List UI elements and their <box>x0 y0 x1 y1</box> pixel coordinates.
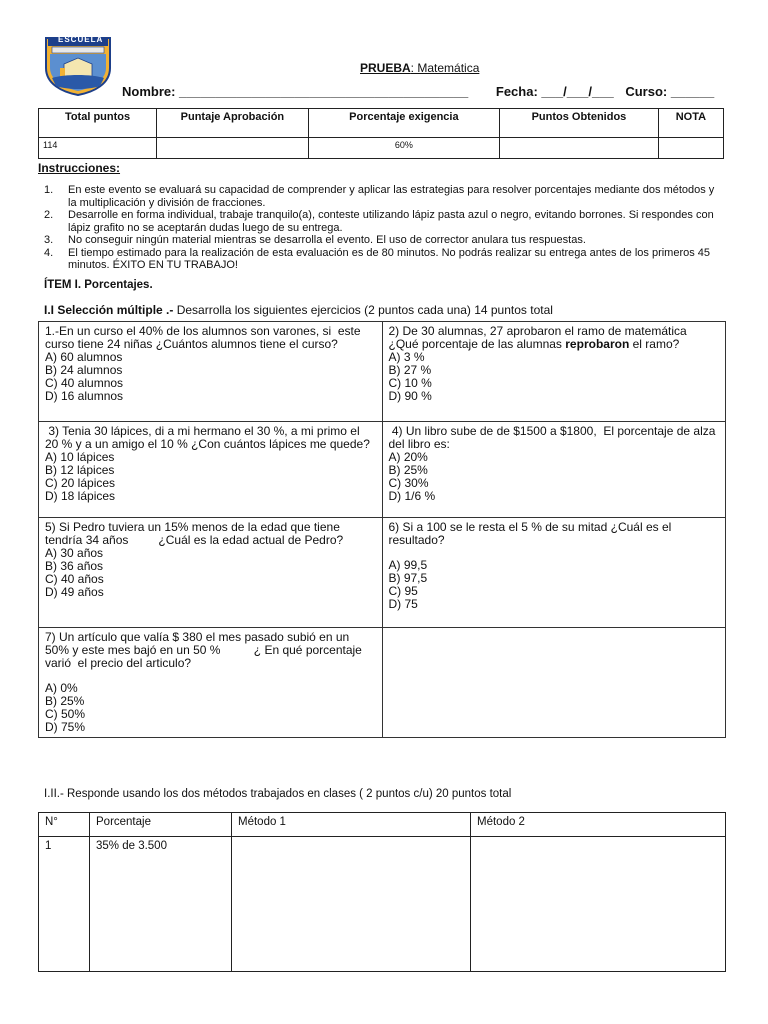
spacer <box>389 547 720 559</box>
selection-title-rest: Desarrolla los siguientes ejercicios (2 puntos cada una) 14 puntos total <box>173 303 553 317</box>
question-3-option-d[interactable]: D) 18 lápices <box>45 489 116 503</box>
selection-title-bold: I.I Selección múltiple .- <box>44 303 174 317</box>
section-2-title: I.II.- Responde usando los dos métodos trabajados en clases ( 2 puntos c/u) 20 puntos total <box>44 788 512 800</box>
question-2-option-a[interactable]: A) 3 % <box>388 350 425 364</box>
score-total-value: 114 <box>39 138 157 159</box>
spacer <box>45 670 376 682</box>
question-4-option-c[interactable]: C) 30% <box>388 476 429 490</box>
question-1-option-a[interactable]: A) 60 alumnos <box>45 350 123 364</box>
question-5-option-b[interactable]: B) 36 años <box>45 559 104 573</box>
methods-header-porcentaje: Porcentaje <box>90 813 232 837</box>
methods-row-n: 1 <box>39 837 90 972</box>
question-3-option-a[interactable]: A) 10 lápices <box>45 450 115 464</box>
curso-field[interactable]: Curso: ______ <box>625 84 715 99</box>
question-1-text: 1.-En un curso el 40% de los alumnos son varones, si este curso tiene 24 niñas ¿Cuántos alumnos tiene el curso? <box>45 324 364 351</box>
instruction-number: 1. <box>44 184 54 196</box>
title-subject: : Matemática <box>410 61 480 75</box>
question-6-text: 6) Si a 100 se le resta el 5 % de su mitad ¿Cuál es el resultado? <box>388 520 675 547</box>
question-1 <box>39 322 383 422</box>
question-2-text-b: el ramo? <box>629 337 680 351</box>
methods-row-metodo2[interactable] <box>471 837 726 972</box>
student-info-line <box>122 84 714 99</box>
question-7-text: 7) Un artículo que valía $ 380 el mes pasado subió en un 50% y este mes bajó en un 50 % ¿ En qué porcentaje varió el precio del articulo? <box>45 630 369 670</box>
question-1-option-c[interactable]: C) 40 alumnos <box>45 376 124 390</box>
methods-row-porcentaje: 35% de 3.500 <box>90 837 232 972</box>
question-3 <box>39 422 383 518</box>
score-aprobacion-value[interactable] <box>157 138 309 159</box>
question-6-option-d[interactable]: D) 75 <box>388 597 418 611</box>
question-6 <box>382 518 726 628</box>
question-4-option-a[interactable]: A) 20% <box>388 450 428 464</box>
question-2-option-c[interactable]: C) 10 % <box>388 376 432 390</box>
school-logo <box>44 34 112 96</box>
page-title <box>360 61 479 75</box>
question-6-option-a[interactable]: A) 99,5 <box>388 558 428 572</box>
question-4-text: 4) Un libro sube de de $1500 a $1800, El porcentaje de alza del libro es: <box>388 424 719 451</box>
score-header-aprobacion: Puntaje Aprobación <box>157 109 309 138</box>
question-2-option-d[interactable]: D) 90 % <box>388 389 432 403</box>
question-1-option-d[interactable]: D) 16 alumnos <box>45 389 124 403</box>
questions-table <box>38 321 726 738</box>
instruction-number: 3. <box>44 234 54 246</box>
question-5 <box>39 518 383 628</box>
instruction-text: En este evento se evaluará su capacidad de comprender y aplicar las estrategias para resolver porcentajes mediante dos métodos y la multiplicación y división de fracciones. <box>68 184 715 209</box>
score-header-exigencia: Porcentaje exigencia <box>308 109 499 138</box>
question-4 <box>382 422 726 518</box>
question-5-option-d[interactable]: D) 49 años <box>45 585 104 599</box>
logo-text: ESCUELA <box>58 35 104 44</box>
question-2-text <box>389 325 720 351</box>
instruction-text: No conseguir ningún material mientras se desarrolla el evento. El uso de corrector anulara tus respuestas. <box>68 234 586 246</box>
score-exigencia-value: 60% <box>308 138 499 159</box>
question-2-text-bold: reprobaron <box>565 337 630 351</box>
score-table <box>38 108 724 159</box>
question-7-option-c[interactable]: C) 50% <box>45 707 86 721</box>
score-header-total: Total puntos <box>39 109 157 138</box>
question-6-option-b[interactable]: B) 97,5 <box>388 571 428 585</box>
question-3-option-b[interactable]: B) 12 lápices <box>45 463 115 477</box>
score-header-nota: NOTA <box>658 109 723 138</box>
nombre-field[interactable]: Nombre: ________________________________________ <box>122 84 469 99</box>
instruction-item <box>44 184 724 209</box>
methods-header-metodo2: Método 2 <box>471 813 726 837</box>
question-1-option-b[interactable]: B) 24 alumnos <box>45 363 123 377</box>
question-7-option-d[interactable]: D) 75% <box>45 720 86 734</box>
selection-title <box>44 303 553 317</box>
question-4-option-d[interactable]: D) 1/6 % <box>388 489 436 503</box>
question-7-option-b[interactable]: B) 25% <box>45 694 85 708</box>
instruction-item <box>44 209 724 234</box>
question-5-text: 5) Si Pedro tuviera un 15% menos de la edad que tiene tendría 34 años ¿Cuál es la edad actual de Pedro? <box>45 520 344 547</box>
instruction-text: El tiempo estimado para la realización de esta evaluación es de 80 minutos. No podrás realizar su entrega antes de los primeros 45 minutos. ÉXITO EN TU TRABAJO! <box>68 246 711 271</box>
title-prefix: PRUEBA <box>360 61 411 75</box>
methods-header-metodo1: Método 1 <box>232 813 471 837</box>
instructions-list <box>44 184 724 272</box>
question-5-option-a[interactable]: A) 30 años <box>45 546 104 560</box>
score-nota-value[interactable] <box>658 138 723 159</box>
fecha-field[interactable]: Fecha: ___/___/___ <box>495 84 614 99</box>
item-title: ÍTEM I. Porcentajes. <box>44 279 153 291</box>
methods-table <box>38 812 726 972</box>
empty-cell <box>382 628 726 738</box>
question-2-option-b[interactable]: B) 27 % <box>388 363 432 377</box>
instruction-item <box>44 234 724 247</box>
question-5-option-c[interactable]: C) 40 años <box>45 572 104 586</box>
question-4-option-b[interactable]: B) 25% <box>388 463 428 477</box>
instruction-item <box>44 247 724 272</box>
score-obtenidos-value[interactable] <box>500 138 659 159</box>
instruction-number: 2. <box>44 209 54 221</box>
question-6-option-c[interactable]: C) 95 <box>388 584 418 598</box>
instruction-text: Desarrolle en forma individual, trabaje tranquilo(a), conteste utilizando lápiz pasta azul o negro, evitando borrones. Si respondes con lápiz grafito no se aceptarán dudas luego de su entrega. <box>68 209 714 234</box>
question-7-option-a[interactable]: A) 0% <box>45 681 78 695</box>
question-2-text-a: 2) De 30 alumnas, 27 aprobaron el ramo de matemática ¿Qué porcentaje de las alumnas <box>388 324 691 351</box>
question-3-option-c[interactable]: C) 20 lápices <box>45 476 116 490</box>
score-header-obtenidos: Puntos Obtenidos <box>500 109 659 138</box>
question-7 <box>39 628 383 738</box>
methods-row-metodo1[interactable] <box>232 837 471 972</box>
instructions-title: Instrucciones: <box>38 161 121 175</box>
methods-header-n: N° <box>39 813 90 837</box>
question-2 <box>382 322 726 422</box>
question-3-text: 3) Tenia 30 lápices, di a mi hermano el 30 %, a mi primo el 20 % y a un amigo el 10 % ¿Con cuántos lápices me quede? <box>45 424 370 451</box>
instruction-number: 4. <box>44 246 54 259</box>
